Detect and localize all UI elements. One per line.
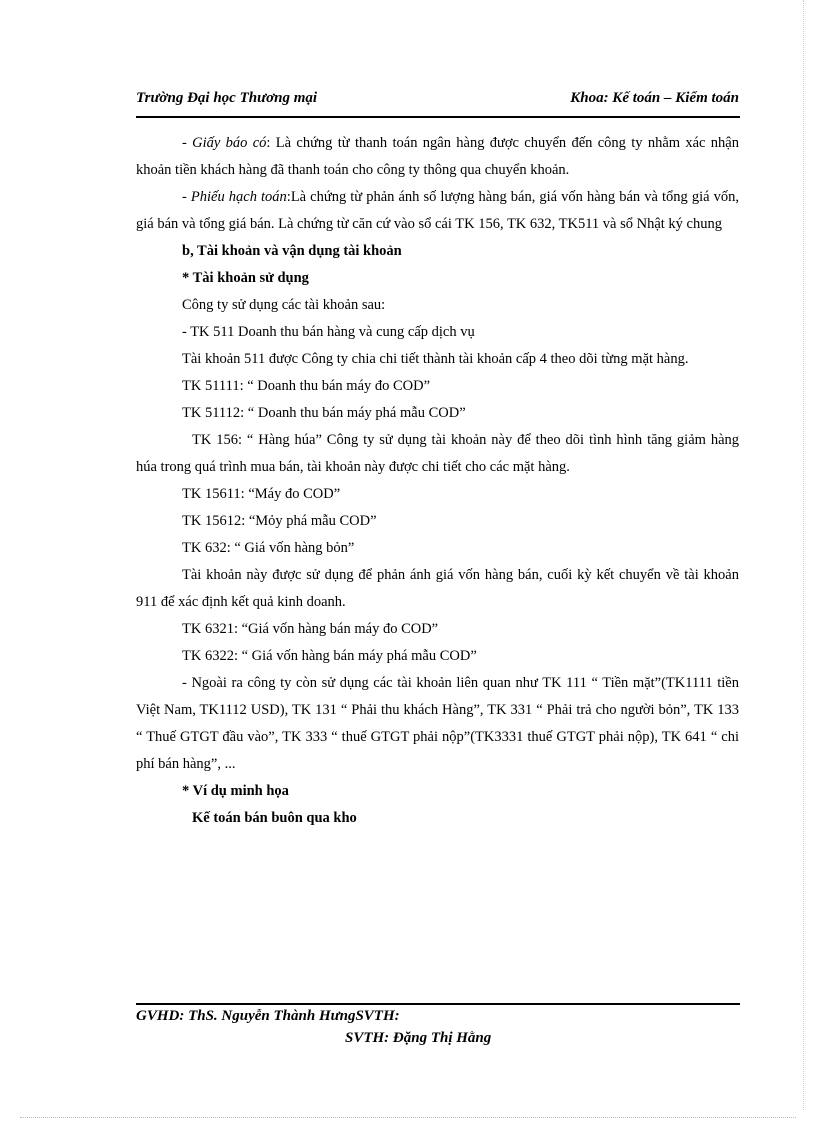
page-edge-right xyxy=(803,0,804,1110)
paragraph-giay-bao-co: - Giấy báo có: Là chứng từ thanh toán ngân hàng được chuyển đến công ty nhằm xác nhận khoản tiền khách hàng đã thanh toán cho công ty thông qua chuyển khoản. xyxy=(136,135,739,178)
text-giay-bao-co: : Là chứng từ thanh toán ngân hàng được chuyển đến công ty nhằm xác nhận khoản tiền khách hàng đã thanh toán cho công ty thông qua chuyển khoản. xyxy=(136,135,739,178)
subheading-vi-du: * Ví dụ minh họa xyxy=(182,783,289,799)
text-tk511-desc: Tài khoản 511 được Công ty chia chi tiết thành tài khoản cấp 4 theo dõi từng mặt hàng. xyxy=(182,351,689,367)
text-tk632: TK 632: “ Giá vốn hàng bỏn” xyxy=(182,540,355,556)
subheading-ke-toan: Kế toán bán buôn qua kho xyxy=(192,810,357,826)
text-tk632-desc: Tài khoản này được sử dụng để phản ánh giá vốn hàng bán, cuối kỳ kết chuyển về tài khoản 911 để xác định kết quả kinh doanh. xyxy=(136,567,739,610)
header-faculty: Khoa: Kế toán – Kiểm toán xyxy=(570,90,739,106)
header-rule xyxy=(136,116,740,118)
text-tk51111: TK 51111: “ Doanh thu bán máy đo COD” xyxy=(182,378,431,394)
subheading-tk-su-dung: * Tài khoản sử dụng xyxy=(182,270,309,286)
header-school: Trường Đại học Thương mại xyxy=(136,90,318,106)
text-cong-ty-su-dung: Công ty sử dụng các tài khoản sau: xyxy=(182,297,386,313)
document-body xyxy=(136,130,739,832)
paragraph-phieu-hach-toan: - Phiếu hạch toán:Là chứng từ phản ánh số lượng hàng bán, giá vốn hàng bán và tổng giá vốn, giá bán và tổng giá bán. Là chứng từ căn cứ vào sổ cái TK 156, TK 632, TK511 và sổ Nhật ký chung xyxy=(136,189,739,232)
footer-gvhd: GVHD: ThS. Nguyễn Thành HưngSVTH: xyxy=(136,1008,400,1024)
term-phieu-hach-toan: Phiếu hạch toán xyxy=(190,189,287,205)
text-ngoai-ra: - Ngoài ra công ty còn sử dụng các tài khoản liên quan như TK 111 “ Tiền mặt”(TK1111 tiền Việt Nam, TK1112 USD), TK 131 “ Phải thu khách Hàng”, TK 331 “ Phải trả cho người bỏn”, TK 133 “ Thuế GTGT đầu vào”, TK 333 “ thuế GTGT phải nộp”(TK3331 thuế GTGT phải nộp), TK 641 “ chi phí bán hàng”, ... xyxy=(136,675,739,772)
text-tk6322: TK 6322: “ Giá vốn hàng bán máy phá mẫu COD” xyxy=(182,648,477,664)
footer-rule xyxy=(136,1003,740,1005)
page-edge-bottom xyxy=(20,1117,796,1118)
section-heading-b: b, Tài khoản và vận dụng tài khoản xyxy=(182,243,402,259)
text-tk156: TK 156: “ Hàng húa” Công ty sử dụng tài khoản này để theo dõi tình hình tăng giảm hàng húa trong quá trình mua bán, tài khoản này được chi tiết cho các mặt hàng. xyxy=(136,432,739,475)
page-header xyxy=(136,90,739,114)
text-tk6321: TK 6321: “Giá vốn hàng bán máy đo COD” xyxy=(182,621,439,637)
term-giay-bao-co: Giấy báo có xyxy=(192,135,267,151)
text-tk51112: TK 51112: “ Doanh thu bán máy phá mẫu COD” xyxy=(182,405,466,421)
text-phieu-hach-toan: :Là chứng từ phản ánh số lượng hàng bán, giá vốn hàng bán và tổng giá vốn, giá bán và tổng giá bán. Là chứng từ căn cứ vào sổ cái TK 156, TK 632, TK511 và sổ Nhật ký chung xyxy=(136,189,739,232)
footer-svth: SVTH: Đặng Thị Hằng xyxy=(345,1030,492,1046)
text-tk15611: TK 15611: “Máy đo COD” xyxy=(182,486,341,502)
text-tk511: - TK 511 Doanh thu bán hàng và cung cấp dịch vụ xyxy=(182,324,475,340)
text-tk15612: TK 15612: “Mỏy phá mẫu COD” xyxy=(182,513,377,529)
